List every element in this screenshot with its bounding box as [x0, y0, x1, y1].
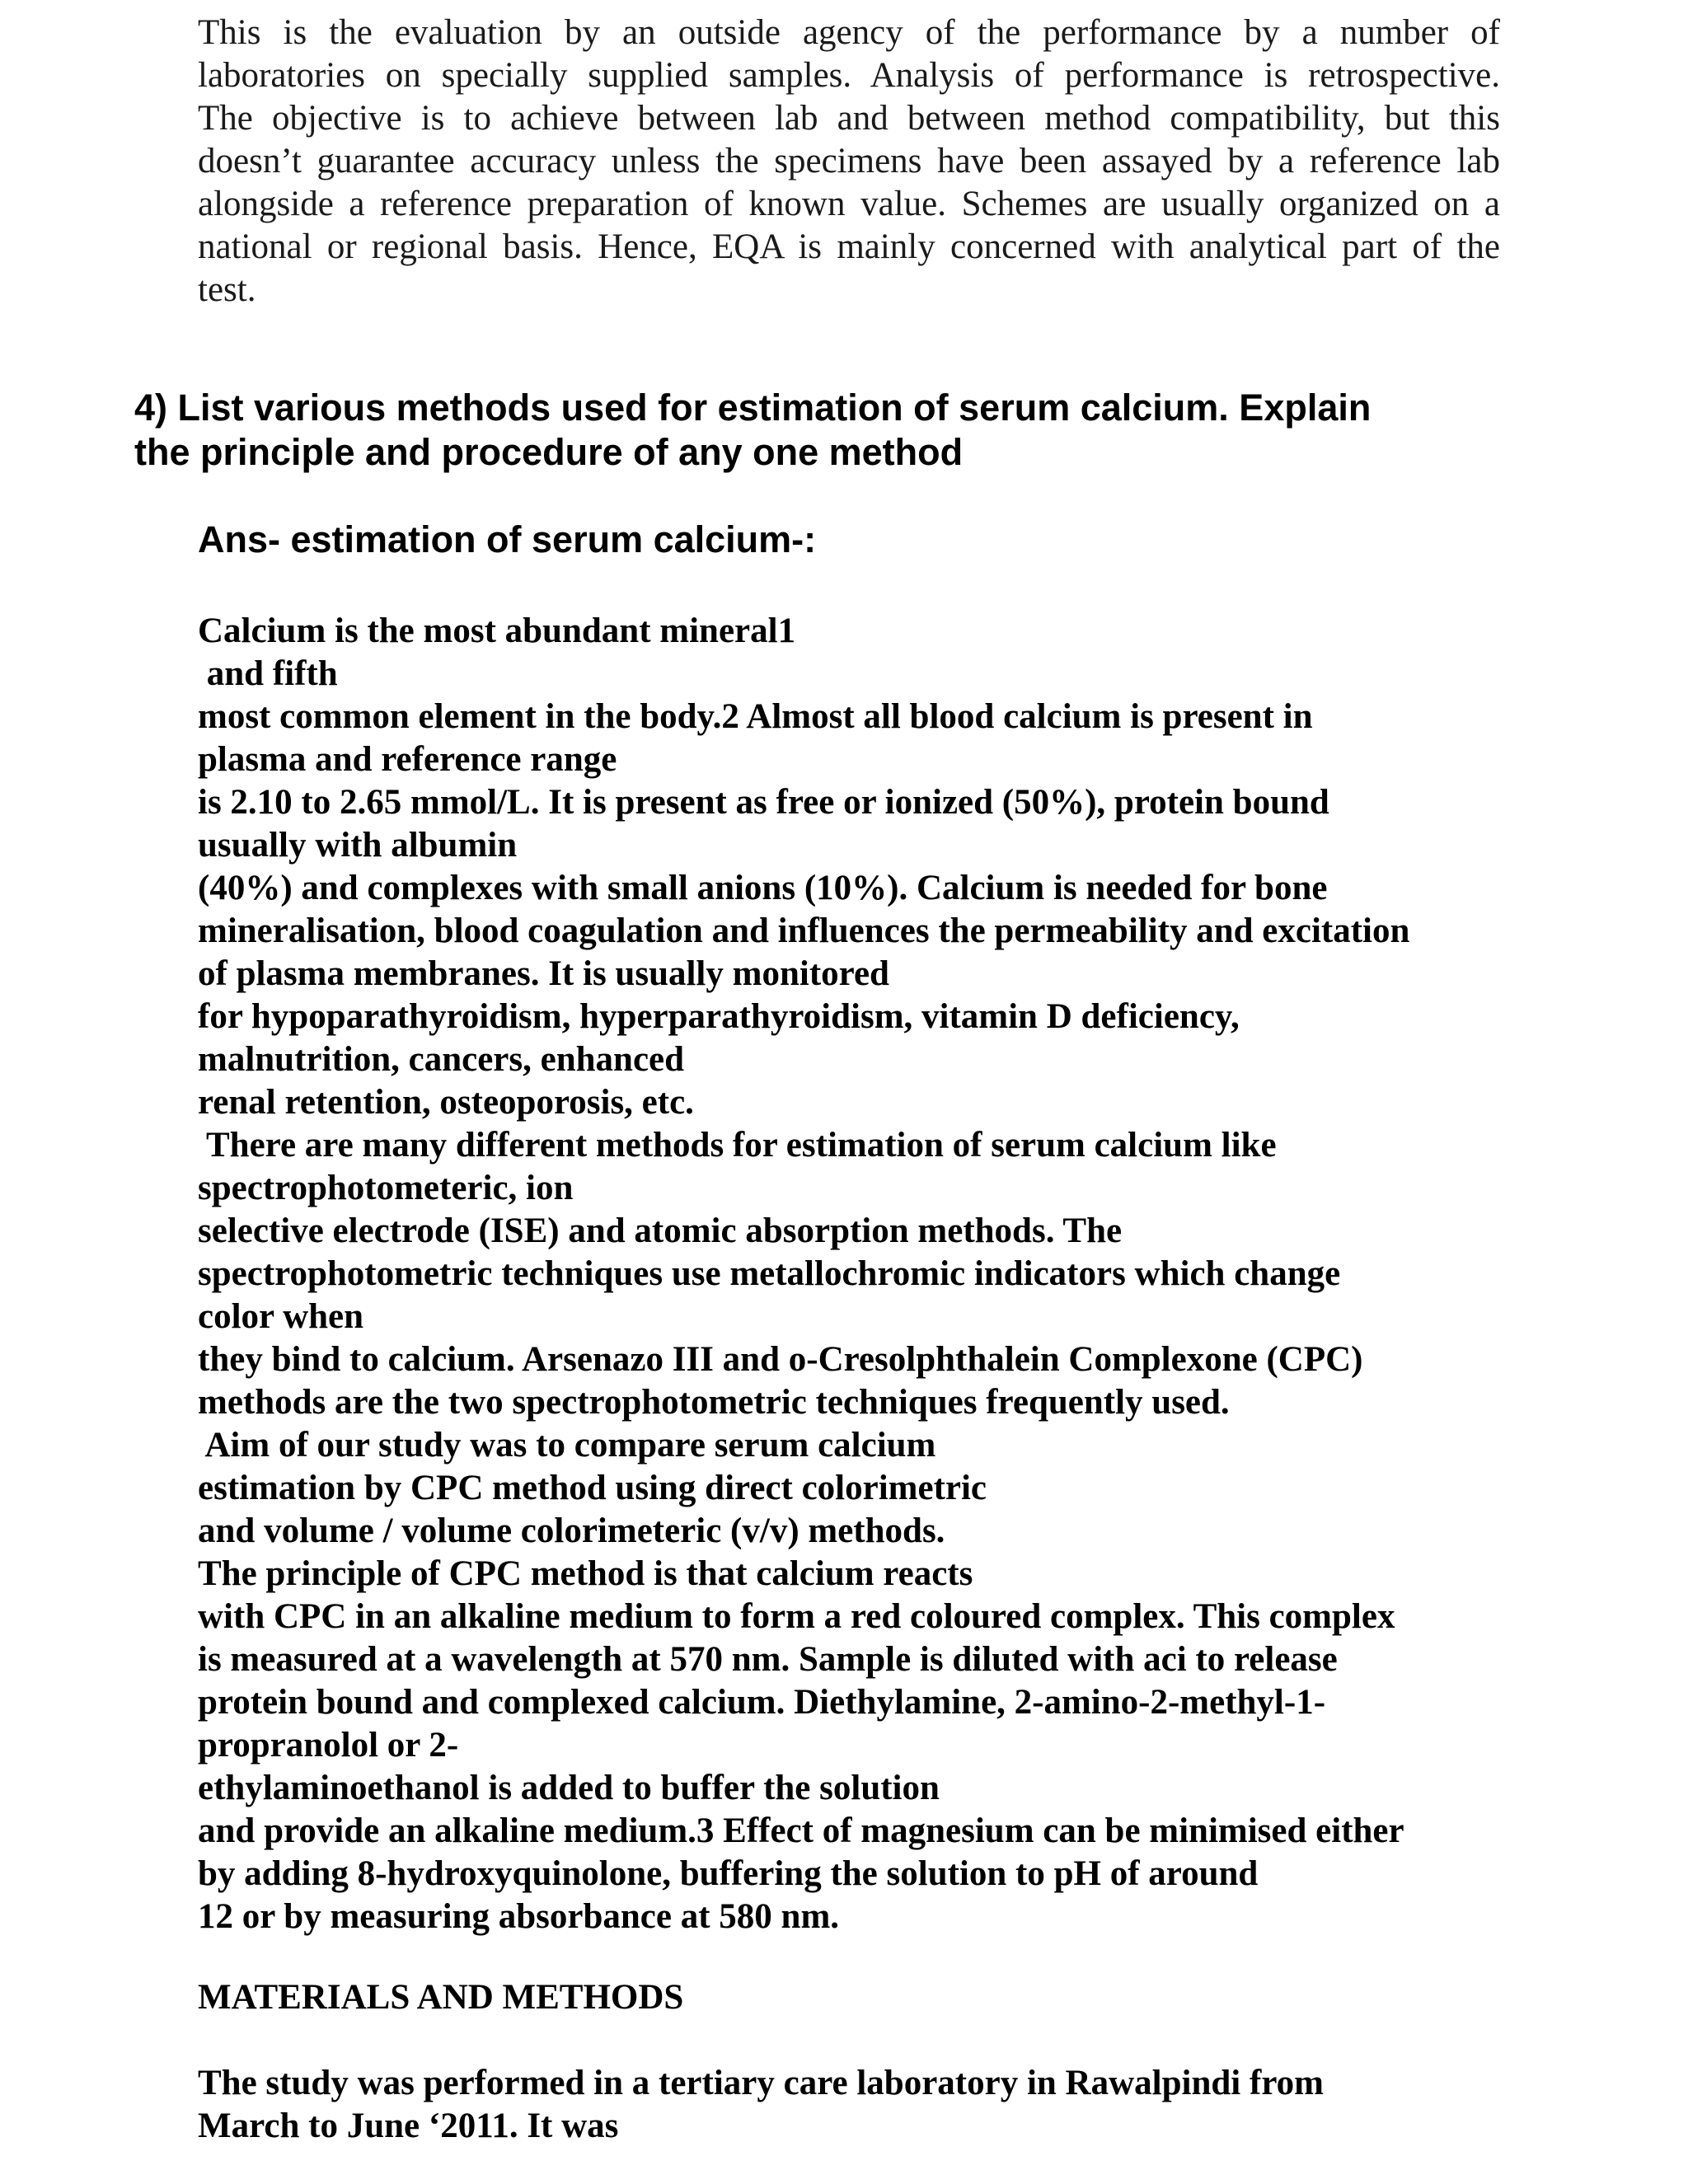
body-line: is 2.10 to 2.65 mmol/L. It is present as free or ionized (50%), protein bound	[198, 783, 1329, 822]
body-line: renal retention, osteoporosis, etc.	[198, 1083, 694, 1122]
body-line: and provide an alkaline medium.3 Effect of magnesium can be minimised either	[198, 1811, 1404, 1850]
eqa-line: alongside a reference preparation of known value. Schemes are usually organized on a	[198, 185, 1500, 223]
study-line: The study was performed in a tertiary care laboratory in Rawalpindi from	[198, 2064, 1324, 2102]
body-line: ethylaminoethanol is added to buffer the solution	[198, 1769, 940, 1807]
body-line: mineralisation, blood coagulation and influences the permeability and excitation	[198, 912, 1410, 950]
section-heading: MATERIALS AND METHODS	[198, 1978, 684, 2017]
body-line: they bind to calcium. Arsenazo III and o-Cresolphthalein Complexone (CPC)	[198, 1340, 1363, 1379]
eqa-line: This is the evaluation by an outside agency of the performance by a number of	[198, 13, 1500, 52]
body-line: most common element in the body.2 Almost all blood calcium is present in	[198, 697, 1313, 736]
body-line: The principle of CPC method is that calcium reacts	[198, 1554, 973, 1593]
question-line: 4) List various methods used for estimation of serum calcium. Explain	[134, 387, 1372, 429]
body-line: usually with albumin	[198, 826, 518, 865]
body-line: Calcium is the most abundant mineral1	[198, 612, 796, 650]
answer-body	[198, 610, 1533, 1938]
body-line: Aim of our study was to compare serum calcium	[198, 1426, 936, 1465]
eqa-line: test.	[198, 270, 256, 309]
eqa-line: laboratories on specially supplied samples. Analysis of performance is retrospective.	[198, 56, 1500, 95]
answer-heading: Ans- estimation of serum calcium-:	[198, 518, 817, 560]
body-line: and fifth	[198, 654, 338, 693]
eqa-line: The objective is to achieve between lab and between method compatibility, but this	[198, 99, 1500, 138]
body-line: of plasma membranes. It is usually monitored	[198, 954, 889, 993]
question-line: the principle and procedure of any one method	[134, 431, 964, 473]
body-line: with CPC in an alkaline medium to form a red coloured complex. This complex	[198, 1597, 1395, 1636]
body-line: selective electrode (ISE) and atomic absorption methods. The	[198, 1212, 1123, 1250]
body-line: and volume / volume colorimeteric (v/v) methods.	[198, 1511, 945, 1550]
eqa-line: national or regional basis. Hence, EQA is mainly concerned with analytical part of the	[198, 227, 1500, 266]
body-line: protein bound and complexed calcium. Diethylamine, 2-amino-2-methyl-1-	[198, 1683, 1326, 1722]
body-line: by adding 8-hydroxyquinolone, buffering the solution to pH of around	[198, 1854, 1259, 1893]
body-line: spectrophotometeric, ion	[198, 1169, 574, 1207]
body-line: methods are the two spectrophotometric techniques frequently used.	[198, 1383, 1230, 1422]
study-paragraph	[198, 2062, 1324, 2148]
body-line: plasma and reference range	[198, 740, 617, 779]
body-line: There are many different methods for estimation of serum calcium like	[198, 1126, 1277, 1165]
body-line: malnutrition, cancers, enhanced	[198, 1040, 685, 1079]
body-line: estimation by CPC method using direct colorimetric	[198, 1469, 987, 1507]
study-line: March to June ‘2011. It was	[198, 2107, 619, 2145]
body-line: 12 or by measuring absorbance at 580 nm.	[198, 1897, 840, 1936]
body-line: color when	[198, 1297, 364, 1336]
body-line: is measured at a wavelength at 570 nm. Sample is diluted with aci to release	[198, 1640, 1338, 1679]
body-line: propranolol or 2-	[198, 1726, 459, 1765]
question-heading	[134, 386, 1536, 475]
body-line: for hypoparathyroidism, hyperparathyroidism, vitamin D deficiency,	[198, 997, 1240, 1036]
body-line: spectrophotometric techniques use metallochromic indicators which change	[198, 1254, 1341, 1293]
eqa-line: doesn’t guarantee accuracy unless the specimens have been assayed by a reference lab	[198, 142, 1500, 180]
body-line: (40%) and complexes with small anions (10%). Calcium is needed for bone	[198, 869, 1328, 907]
eqa-paragraph	[198, 12, 1500, 312]
